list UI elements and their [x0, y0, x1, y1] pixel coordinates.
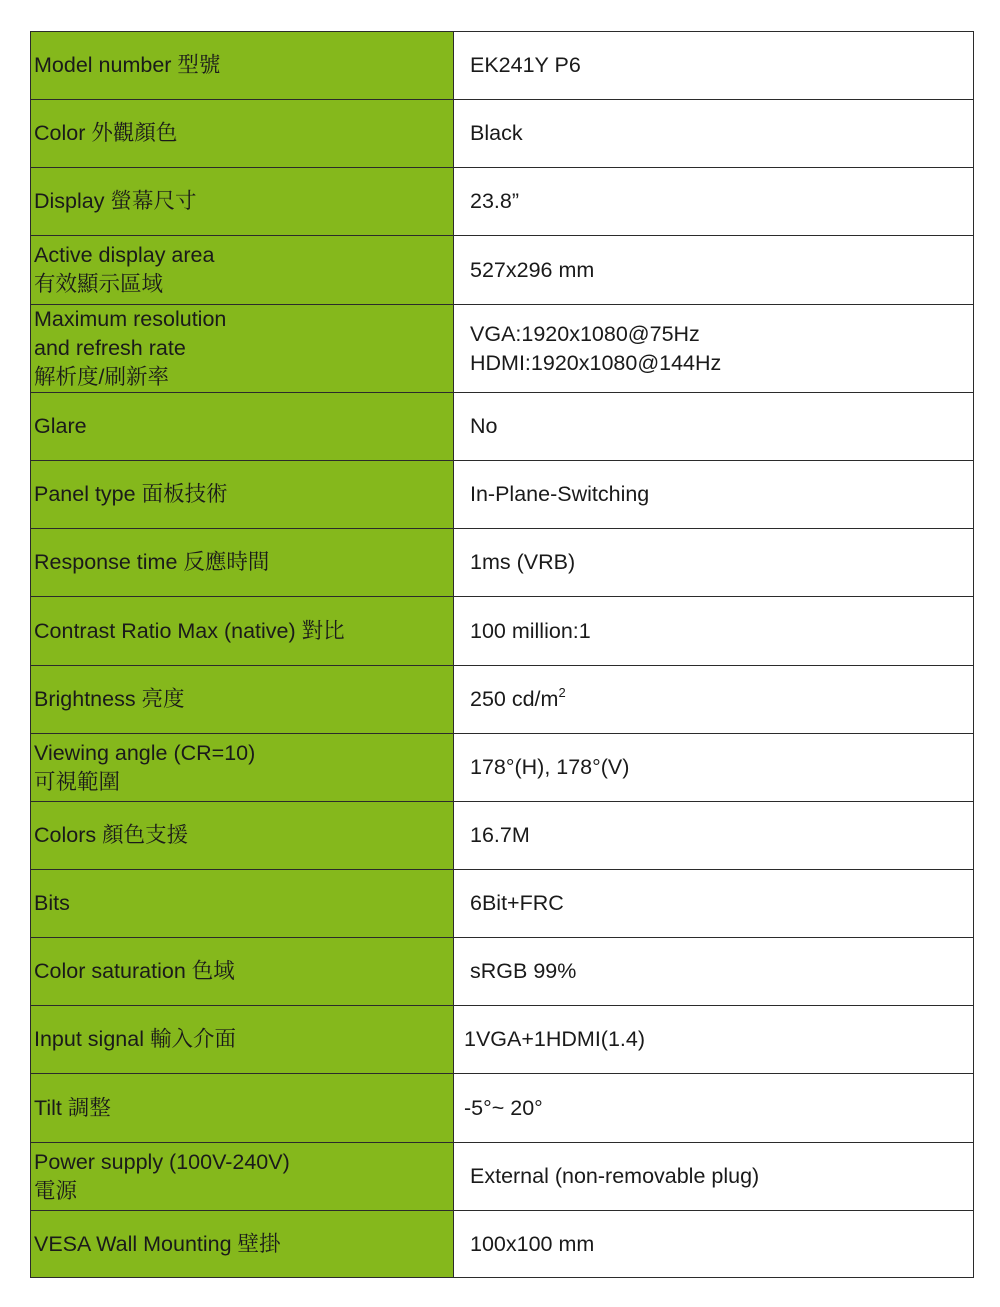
spec-value-main: 1VGA+1HDMI(1.4) [464, 1027, 646, 1051]
spec-label-text: Model number 型號 [34, 53, 221, 77]
spec-row [31, 168, 974, 236]
spec-label-text: Brightness 亮度 [34, 687, 185, 711]
spec-value-main: 527x296 mm [470, 257, 595, 282]
spec-label-cell [31, 870, 454, 938]
spec-value-main: 100x100 mm [470, 1231, 595, 1256]
spec-label-text: VESA Wall Mounting 壁掛 [34, 1231, 281, 1256]
spec-value-superscript: 2 [558, 685, 566, 700]
spec-label-cell [31, 1143, 454, 1211]
spec-value-main: 100 million:1 [470, 618, 591, 643]
spec-value-main: HDMI:1920x1080@144Hz [470, 350, 722, 375]
spec-value-cell [454, 802, 974, 870]
spec-value-main: 23.8” [470, 189, 520, 213]
spec-value-cell [454, 1074, 974, 1143]
spec-value-text [470, 821, 973, 850]
spec-value-main: 250 cd/m [470, 687, 559, 711]
spec-label-text: 有效顯示區域 [34, 272, 164, 296]
spec-table-body [31, 32, 974, 1278]
spec-label-text: 電源 [34, 1178, 78, 1203]
spec-row [31, 100, 974, 168]
spec-label-cell [31, 393, 454, 461]
spec-row [31, 393, 974, 461]
spec-value-cell [454, 168, 974, 236]
spec-value-cell [454, 393, 974, 461]
spec-value-cell [454, 461, 974, 529]
spec-value-text [470, 320, 973, 349]
spec-label-text: 可視範圍 [34, 769, 121, 794]
spec-label-cell [31, 1074, 454, 1143]
spec-value-text [470, 957, 973, 986]
spec-value-text [470, 256, 973, 285]
spec-value-cell [454, 100, 974, 168]
spec-value-text [464, 1025, 973, 1054]
spec-label-text: Maximum resolution [34, 307, 227, 331]
spec-value-cell [454, 1211, 974, 1278]
spec-value-text [470, 480, 973, 509]
spec-value-cell [454, 1143, 974, 1211]
spec-label-cell [31, 32, 454, 100]
spec-label-text: 解析度/刷新率 [34, 365, 169, 389]
spec-row [31, 529, 974, 597]
spec-label-text: Display 螢幕尺寸 [34, 189, 197, 213]
spec-value-text [470, 119, 973, 148]
spec-value-text [470, 51, 973, 80]
spec-value-text [470, 889, 973, 918]
spec-value-text [470, 187, 973, 216]
spec-value-main: In-Plane-Switching [470, 482, 650, 506]
spec-value-main: Black [470, 121, 523, 145]
spec-row [31, 802, 974, 870]
spec-value-main: No [470, 414, 498, 438]
spec-value-text [470, 753, 973, 782]
spec-value-cell [454, 529, 974, 597]
spec-value-cell [454, 597, 974, 666]
spec-value-main: 178°(H), 178°(V) [470, 755, 630, 779]
spec-value-main: sRGB 99% [470, 959, 577, 983]
spec-label-text: Input signal 輸入介面 [34, 1027, 236, 1051]
spec-label-cell [31, 100, 454, 168]
spec-value-main: EK241Y P6 [470, 53, 581, 77]
spec-value-text [470, 685, 973, 714]
spec-value-text [470, 548, 973, 577]
spec-label-text: Color saturation 色域 [34, 959, 235, 983]
spec-value-cell [454, 870, 974, 938]
spec-value-text [470, 617, 973, 646]
spec-label-cell [31, 168, 454, 236]
spec-value-main: External (non-removable plug) [470, 1164, 760, 1188]
spec-label-text: Glare [34, 414, 87, 438]
spec-row [31, 938, 974, 1006]
spec-row [31, 32, 974, 100]
spec-value-text [470, 412, 973, 441]
spec-row [31, 1211, 974, 1278]
spec-value-cell [454, 734, 974, 802]
spec-row [31, 1143, 974, 1211]
spec-label-text: and refresh rate [34, 336, 186, 360]
spec-label-text: Colors 顏色支援 [34, 823, 189, 847]
spec-label-text: Viewing angle (CR=10) [34, 740, 256, 765]
spec-label-text: Response time 反應時間 [34, 550, 270, 574]
spec-label-text: Color 外觀顏色 [34, 121, 178, 145]
spec-value-cell [454, 1006, 974, 1074]
spec-row [31, 236, 974, 305]
spec-label-text: Tilt 調整 [34, 1095, 111, 1120]
spec-value-main: VGA:1920x1080@75Hz [470, 321, 700, 346]
spec-label-text: Contrast Ratio Max (native) 對比 [34, 618, 345, 643]
spec-row [31, 305, 974, 393]
spec-value-text [470, 1230, 973, 1259]
spec-label-text: Panel type 面板技術 [34, 482, 228, 506]
spec-value-cell [454, 938, 974, 1006]
spec-label-text: Active display area [34, 243, 215, 267]
spec-label-cell [31, 666, 454, 734]
spec-table [30, 31, 974, 1278]
spec-label-cell [31, 305, 454, 393]
spec-value-cell [454, 305, 974, 393]
spec-row [31, 734, 974, 802]
spec-value-main: 1ms (VRB) [470, 550, 576, 574]
spec-label-cell [31, 802, 454, 870]
spec-label-cell [31, 461, 454, 529]
spec-label-cell [31, 938, 454, 1006]
spec-row [31, 461, 974, 529]
spec-label-cell [31, 529, 454, 597]
spec-row [31, 870, 974, 938]
spec-label-cell [31, 734, 454, 802]
spec-value-cell [454, 236, 974, 305]
spec-label-cell [31, 1211, 454, 1278]
spec-value-cell [454, 32, 974, 100]
spec-row [31, 1006, 974, 1074]
spec-row [31, 597, 974, 666]
spec-row [31, 1074, 974, 1143]
spec-value-text [470, 1162, 973, 1191]
spec-label-cell [31, 1006, 454, 1074]
spec-value-text [464, 1094, 973, 1123]
spec-label-cell [31, 236, 454, 305]
spec-value-cell [454, 666, 974, 734]
spec-row [31, 666, 974, 734]
spec-label-text: Power supply (100V-240V) [34, 1149, 290, 1174]
spec-value-text [470, 349, 973, 378]
spec-label-cell [31, 597, 454, 666]
spec-label-text: Bits [34, 891, 70, 915]
spec-value-main: -5°~ 20° [464, 1095, 543, 1120]
spec-value-main: 16.7M [470, 823, 530, 847]
spec-value-main: 6Bit+FRC [470, 891, 564, 915]
